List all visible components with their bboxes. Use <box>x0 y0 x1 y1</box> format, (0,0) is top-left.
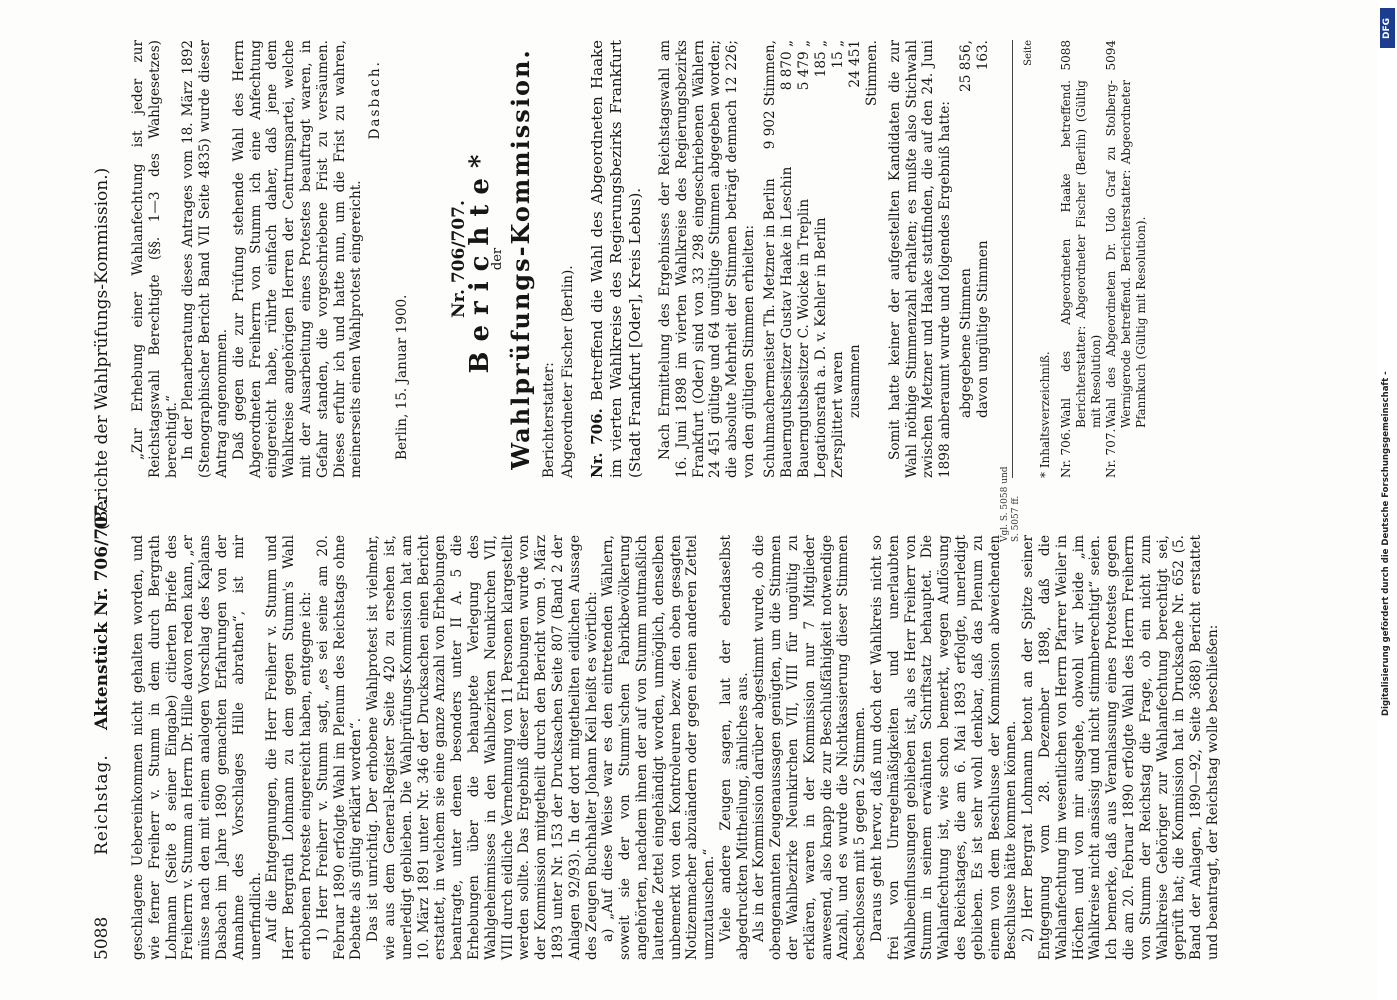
date-line: Berlin, 15. Januar 1900. <box>393 294 410 460</box>
publisher-name: Reichstag. <box>92 754 112 855</box>
reporter-label: Berichterstatter: <box>540 362 557 478</box>
paragraph: Als in der Kommission darüber abgestimmt wurde, ob die obengenannten Zeugenaussagen genügten, um die Stimmen der Wahlbezirke Neunkirchen VII, VIII für ungültig zu erklären, waren in der Kommission nur 7 Mitglieder anwesend, also knapp die zur Beschlußfähigkeit notwendige Anzahl, und es wurde die Nichtkassierung dieser Stimmen beschlossen mit 5 gegen 2 Stimmen. <box>751 535 869 960</box>
running-title: (Berichte der Wahlprüfungs-Kommission.) <box>92 167 112 530</box>
runoff-row <box>975 40 992 418</box>
footnote-title: * Inhaltsverzeichniß. <box>1037 351 1052 478</box>
runoff-count: 25 856, <box>957 40 974 92</box>
paragraph: 2) Herr Bergrat Lohmann betont an der Spitze seiner Entgegnung vom 28. Dezember 1898, daß die Wahlanfechtung im wesentlichen von Herrn Pfarrer Weiler in Höchen und von mir ausgehe, obwohl wir beide „im Wahlkreise nicht ansässig und nicht stimmberechtigt“ seien. Ich bemerke, daß aus Veranlassung eines Protestes gegen die am 20. Februar 1890 erfolgte Wahl des Herrn Freiherrn von Stumm der Reichstag die Frage, ob ein nicht zum Wahlkreise Gehöriger zur Wahlanfechtung berechtigt sei, geprüft hat; die Kommission hat in Drucksache Nr. 652 (5. Band der Anlagen, 1890—92, Seite 3688) Bericht erstattet und beantragt, der Reichstag wolle beschließen: <box>1020 535 1221 960</box>
candidate-name: Legationsrath a. D. v. Kehler in Berlin <box>812 217 829 478</box>
runoff-count: 163. <box>974 40 991 71</box>
runoff-row <box>958 40 975 418</box>
digitization-notice: Digitalisierung gefördert durch die Deutsche Forschungsgemeinschaft - <box>1381 371 1391 716</box>
vote-count: 8 870 „ <box>778 40 795 91</box>
reporter-block <box>540 40 578 478</box>
paragraph: a) „Auf diese Weise war es den eintretenden Wählern, soweit sie der von Stumm'schen Fabrikbevölkerung angehörten, nachdem ihnen der auf von Stumm mutmaßlich lautende Zettel eingehändigt worden, unmöglich, denselben unbemerkt von den Kontroleuren bezw. den oben gesagten Notizenmacher abzuändern oder gegen einen anderen Zettel umzutauschen.“ <box>600 535 718 960</box>
paragraph: Daraus geht hervor, daß nun doch der Wahlkreis nicht so frei von Unregelmäßigkeiten und unerlaubten Wahlbeeinflussungen geblieben ist, als es Herr Freiherr von Stumm in seinem erwähnten Schriftsatz behauptet. Die Wahlanfechtung ist, wie schon bemerkt, wegen Auflösung des Reichstages, die am 6. Mai 1893 erfolgte, unerledigt geblieben. Es ist sehr wohl denkbar, daß das Plenum zu einem von dem Beschlusse der Kommission abweichenden Beschlusse hätte kommen können. <box>869 535 1020 960</box>
paragraph: Viele andere Zeugen sagen, laut der ebendaselbst abgedruckten Mittheilung, ähnliches aus. <box>717 535 751 960</box>
candidate-name: Bauerngutsbesitzer C. Woicke in Treplin <box>795 198 812 478</box>
page-number: 5088 <box>92 916 112 960</box>
section-title: Berichte* <box>464 144 495 374</box>
paragraph: Nach Ermittelung des Ergebnisses der Reichstagswahl am 16. Juni 1898 im vierten Wahlkreise des Regierungsbezirks Frankfurt (Oder) sind von 33 298 eingeschriebenen Wählern 24 451 gültige und 64 ungültige Stimmen abgegeben worden; die absolute Mehrheit der Stimmen beträgt demnach 12 226; von den gültigen Stimmen erhielten: <box>656 40 757 478</box>
document-number: Aktenstück Nr. 706/707. <box>92 498 112 730</box>
footnote-item-number: Nr. 706. <box>1058 428 1073 478</box>
commission-title: Wahlprüfungs-Kommission. <box>506 48 536 470</box>
footnote-item <box>1059 40 1104 478</box>
vote-row <box>813 40 830 478</box>
paragraph: Daß gegen die zur Prüfung stehende Wahl des Herrn Abgeordneten Freiherrn von Stumm ich eine Anfechtung eingereicht habe, rührte einfach daher, daß jene dem Wahlkreise angehörigen Herren der Centrumspartei, welche mit der Ausarbeitung eines Protestes beauftragt waren, in Gefahr standen, die vorgeschriebene Frist zu versäumen. Dieses erfuhr ich und hatte nun, um die Frist zu wahren, meinerseits einen Wahlprotest eingereicht. <box>230 40 365 478</box>
vote-count: 15 „ <box>829 40 846 69</box>
candidate-name: Bauerngutsbesitzer Gustav Haake in Leschin <box>778 166 795 478</box>
reporter-name: Abgeordneter Fischer (Berlin). <box>559 265 576 478</box>
vote-row <box>762 40 779 478</box>
page-header <box>88 40 122 960</box>
footnote-page-label: Seite <box>1022 40 1034 66</box>
runoff-label: abgegebene Stimmen <box>957 268 974 418</box>
quote: „Zur Erhebung einer Wahlanfechtung ist jeder zur Reichstagswahl Berechtigte (§§. 1—3 des Wahlgesetzes) berechtigt.“ <box>130 40 180 478</box>
section-der: der <box>490 247 506 271</box>
paragraph: In der Plenarberatung dieses Antrages vom 18. März 1892 (Stenographischer Bericht Band VII Seite 4835) wurde dieser Antrag angenommen. <box>180 40 230 478</box>
vote-count: 185 „ <box>812 40 829 78</box>
footnote-contents <box>1012 40 1149 478</box>
vote-count: 9 902 Stimmen, <box>761 40 778 150</box>
total-value: 24 451 Stimmen. <box>846 40 880 107</box>
candidate-name: Zersplittert waren <box>829 351 846 478</box>
section-number: Nr. 706/707. <box>448 200 469 318</box>
paragraph: Auf die Entgegnungen, die Herr Freiherr v. Stumm und Herr Bergrath Lohmann zu dem gegen Stumm's Wahl erhobenen Proteste eingereicht haben, entgegne ich: <box>264 535 314 960</box>
paragraph: 1) Herr Freiherr v. Stumm sagt, „es sei seine am 20. Februar 1890 erfolgte Wahl im Plenum des Reichstags ohne Debatte als gültig erklärt worden“. <box>314 535 365 960</box>
dfg-logo: DFG <box>1380 8 1395 48</box>
vote-row <box>779 40 796 478</box>
footnote-item-page: 5088 <box>1058 40 1073 71</box>
footnote-item-number: Nr. 707. <box>1103 428 1118 478</box>
total-label: zusammen <box>846 344 863 418</box>
vote-row <box>830 40 847 478</box>
runoff-label: davon ungültige Stimmen <box>974 240 991 418</box>
footnote-item-page: 5094 <box>1103 40 1118 71</box>
runoff-table <box>958 40 992 478</box>
report-number: Nr. 706. <box>587 408 606 478</box>
report-heading <box>588 40 645 478</box>
right-column <box>130 40 1340 478</box>
vote-count: 5 479 „ <box>795 40 812 91</box>
paragraph: Somit hatte keiner der aufgestellten Kandidaten die zur Wahl nöthige Stimmenzahl erhalten; es mußte also Stichwahl zwischen Metzner und Haake stattfinden, die auf den 24. Juni 1898 anberaumt wurde und folgendes Ergebniß hatte: <box>886 40 954 478</box>
footnote-item-text: Wahl des Abgeordneten Haake betreffend. Berichterstatter: Abgeordneter Fischer (Berlin) (Gültig mit Resolution) <box>1058 80 1103 428</box>
margin-note: Vgl. S. 5058 und S. 5057 ff. <box>1000 466 1021 542</box>
report-title: Betreffend die Wahl des Abgeordneten Haake im vierten Wahlkreise des Regierungsbezirks Frankfurt (Stadt Frankfurt [Oder], Kreis Lebus). <box>587 40 644 478</box>
paragraph: geschlagene Uebereinkommen nicht gehalten worden, und wie ferner Freiherr v. Stumm in dem durch Bergrath Lohmann (Seite 8 seiner Eingabe) citierten Briefe des Freiherrn v. Stumm an Herrn Dr. Hille davon reden kann, „er müsse nach den mit einem analogen Vorschlag des Kaplans Dasbach im Jahre 1890 gemachten Erfahrungen von der Annahme des Vorschlages Hille abrathen“, ist mir unerfindlich. <box>130 535 264 960</box>
vote-table <box>762 40 881 478</box>
footnote-item <box>1104 40 1149 478</box>
paragraph: Das ist unrichtig. Der erhobene Wahlprotest ist vielmehr, wie aus dem General-Register Seite 420 zu ersehen ist, unerledigt geblieben. Die Wahlprüfungs-Kommission hat am 10. März 1891 unter Nr. 346 der Drucksachen einen Bericht erstattet, in welchem sie eine ganze Anzahl von Erhebungen beantragte, unter denen besonders unter II A. 5 die Erhebungen über die behauptete Verlegung des Wahlgeheimnisses in den Wahlbezirken Neunkirchen VII, VIII durch eidliche Vernehmung von 11 Personen klargestellt werden sollte. Das Ergebniß dieser Erhebungen wurde von der Kommission mitgetheilt durch den Bericht vom 9. März 1893 unter Nr. 153 der Drucksachen Seite 807 (Band 2 der Anlagen 92/93). In der dort mitgetheilten eidlichen Aussage des Zeugen Buchhalter Johann Keil heißt es wörtlich: <box>365 535 600 960</box>
footnote-item-text: Wahl des Abgeordneten Dr. Udo Graf zu Stolberg-Wernigerode betreffend. Berichterstatter: Abgeordneter Pfannkuch (Gültig mit Resolution). <box>1103 80 1148 428</box>
vote-row <box>796 40 813 478</box>
vote-total-row <box>847 40 881 478</box>
candidate-name: Schuhmachermeister Th. Metzner in Berlin <box>761 178 778 478</box>
signature: Dasbach. <box>367 60 384 140</box>
left-column <box>130 535 1221 960</box>
